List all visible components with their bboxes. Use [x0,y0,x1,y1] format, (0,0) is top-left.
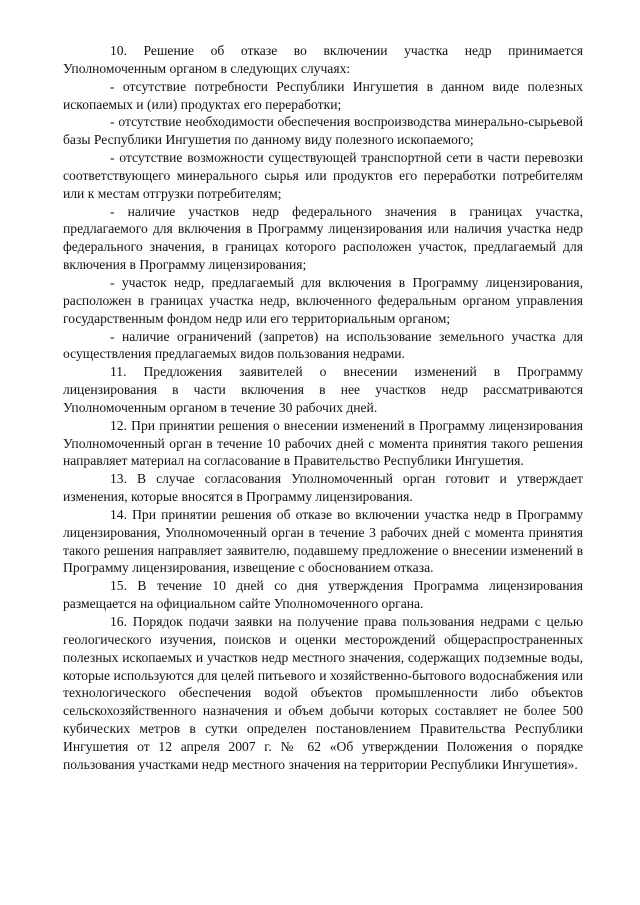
paragraph-11: 11. Предложения заявителей о внесении изменений в Программу лицензирования в части включения в нее участков недр рассматриваются Уполномоченным органом в течение 30 рабочих дней. [63,364,583,415]
bullet-federal-sites: - наличие участков недр федерального значения в границах участка, предлагаемого для включения в Программу лицензирования или наличия участка недр федерального значения, в границах которого расположен участок, предлагаемый для включения в Программу лицензирования; [63,203,583,273]
document-page [63,42,583,774]
paragraph-15: 15. В течение 10 дней со дня утверждения Программа лицензирования размещается на официальном сайте Уполномоченного органа. [63,578,583,612]
paragraph-13: 13. В случае согласования Уполномоченный орган готовит и утверждает изменения, которые вносятся в Программу лицензирования. [63,471,583,505]
bullet-federal-fund-overlap: - участок недр, предлагаемый для включения в Программу лицензирования, расположен в границах участка недр, включенного федеральным органом управления государственным фондом недр или его территориальным органом; [63,274,583,326]
paragraph-14: 14. При принятии решения об отказе во включении участка недр в Программу лицензирования, Уполномоченный орган в течение 3 рабочих дней с момента принятия такого решения направляет заявителю, подавшему предложение о внесении изменений в Программу лицензирования, извещение с обоснованием отказа. [63,506,583,576]
bullet-no-transport: - отсутствие возможности существующей транспортной сети в части перевозки соответствующего минерального сырья или продуктов его переработки потребителям или к местам отгрузки потребителям; [63,150,583,201]
bullet-no-demand: - отсутствие потребности Республики Ингушетия в данном виде полезных ископаемых и (или) продуктах его переработки; [63,78,583,112]
paragraph-12: 12. При принятии решения о внесении изменений в Программу лицензирования Уполномоченный орган в течение 10 рабочих дней с момента принятия такого решения направляет материал на согласование в Правительство Республики Ингушетия. [63,417,583,469]
bullet-no-reproduction-need: - отсутствие необходимости обеспечения воспроизводства минерально-сырьевой базы Республики Ингушетия по данному виду полезного ископаемого; [63,114,583,148]
bullet-land-restrictions: - наличие ограничений (запретов) на использование земельного участка для осуществления предлагаемых видов пользования недрами. [63,328,583,362]
paragraph-10: 10. Решение об отказе во включении участка недр принимается Уполномоченным органом в следующих случаях: [63,43,583,76]
paragraph-16: 16. Порядок подачи заявки на получение права пользования недрами с целью геологического изучения, поисков и оценки месторождений общераспространенных полезных ископаемых и участков недр местного значения, содержащих подземные воды, которые используются для целей питьевого и хозяйственно-бытового водоснабжения или технологического обеспечения водой объектов промышленности либо объектов сельскохозяйственного назначения и объем добычи которых составляет не более 500 кубических метров в сутки определен постановлением Правительства Республики Ингушетия от 12 апреля 2007 г. № 62 «Об утверждении Положения о порядке пользования участками недр местного значения на территории Республики Ингушетия». [63,614,583,772]
